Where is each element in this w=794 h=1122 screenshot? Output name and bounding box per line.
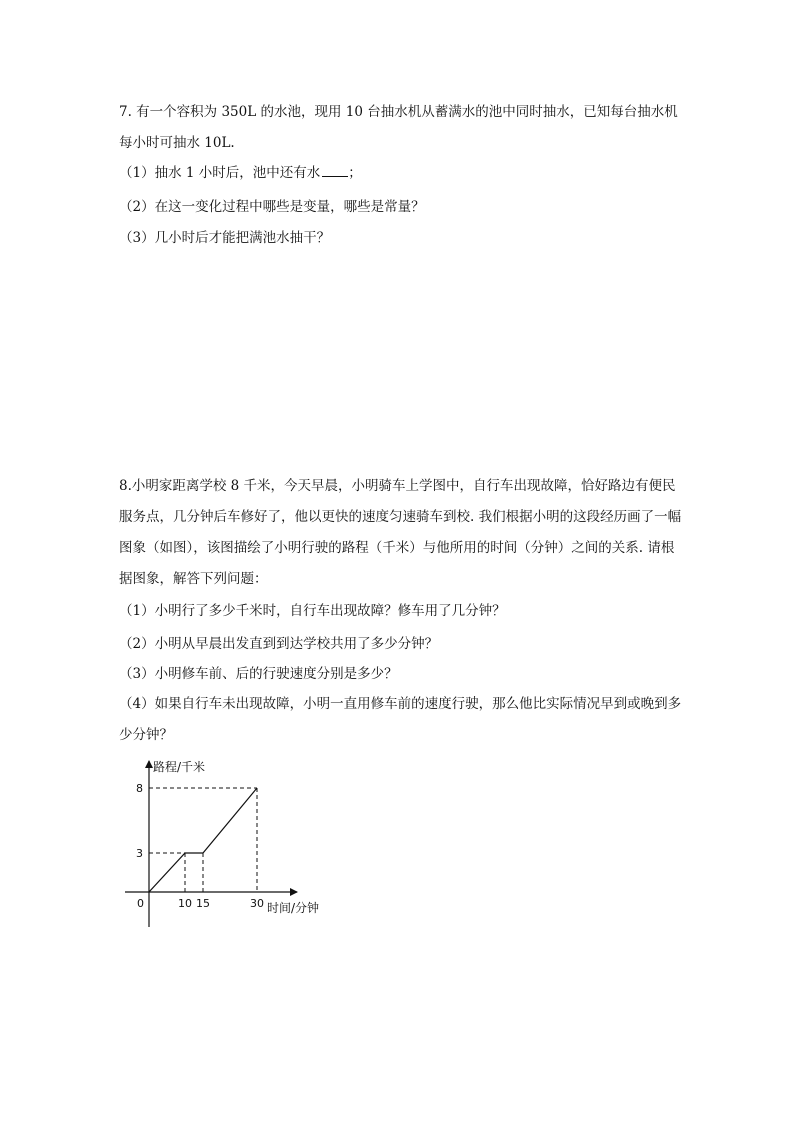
x-tick-label: 10 (178, 897, 192, 910)
q7-sub1-punct: ； (348, 165, 362, 181)
y-axis-title: 路程/千米 (153, 760, 206, 774)
q8-sub3: （3）小明修车前、后的行驶速度分别是多少？ (119, 666, 398, 682)
x-tick-label: 15 (196, 897, 210, 910)
x-axis-title: 时间/分钟 (267, 901, 320, 915)
y-tick-label: 8 (136, 782, 143, 795)
q7-sub1 (119, 163, 684, 183)
q8-stem: 8.小明家距离学校 8 千米，今天早晨，小明骑车上学图中，自行车出现故障，恰好路边有便民服务点，几分钟后车修好了，他以更快的速度匀速骑车到校. 我们根据小明的这段经历画了一幅图象（如图），该图描绘了小明行驶的路程（千米）与他所用的时间（分钟）之间的关系. 请根据图象，解答下列问题： (119, 478, 682, 587)
q7-sub1-text: （1）抽水 1 小时后，池中还有水 (119, 165, 321, 181)
q7-stem: 7. 有一个容积为 350L 的水池，现用 10 台抽水机从蓄满水的池中同时抽水，已知每台抽水机每小时可抽水 10L. (119, 104, 678, 151)
distance-time-chart (115, 755, 355, 935)
q8-sub1: （1）小明行了多少千米时，自行车出现故障？修车用了几分钟？ (119, 603, 506, 619)
q8-sub2: （2）小明从早晨出发直到到达学校共用了多少分钟？ (119, 636, 439, 652)
q7-sub3: （3）几小时后才能把满池水抽干？ (119, 230, 331, 246)
answer-blank[interactable] (322, 164, 348, 177)
y-tick-label: 3 (136, 847, 143, 860)
q8-sub4: （4）如果自行车未出现故障，小明一直用修车前的速度行驶，那么他比实际情况早到或晚到多少分钟？ (119, 696, 682, 743)
x-tick-label: 30 (250, 897, 264, 910)
origin-label: 0 (137, 897, 144, 910)
q7-sub2: （2）在这一变化过程中哪些是变量，哪些是常量？ (119, 199, 425, 215)
